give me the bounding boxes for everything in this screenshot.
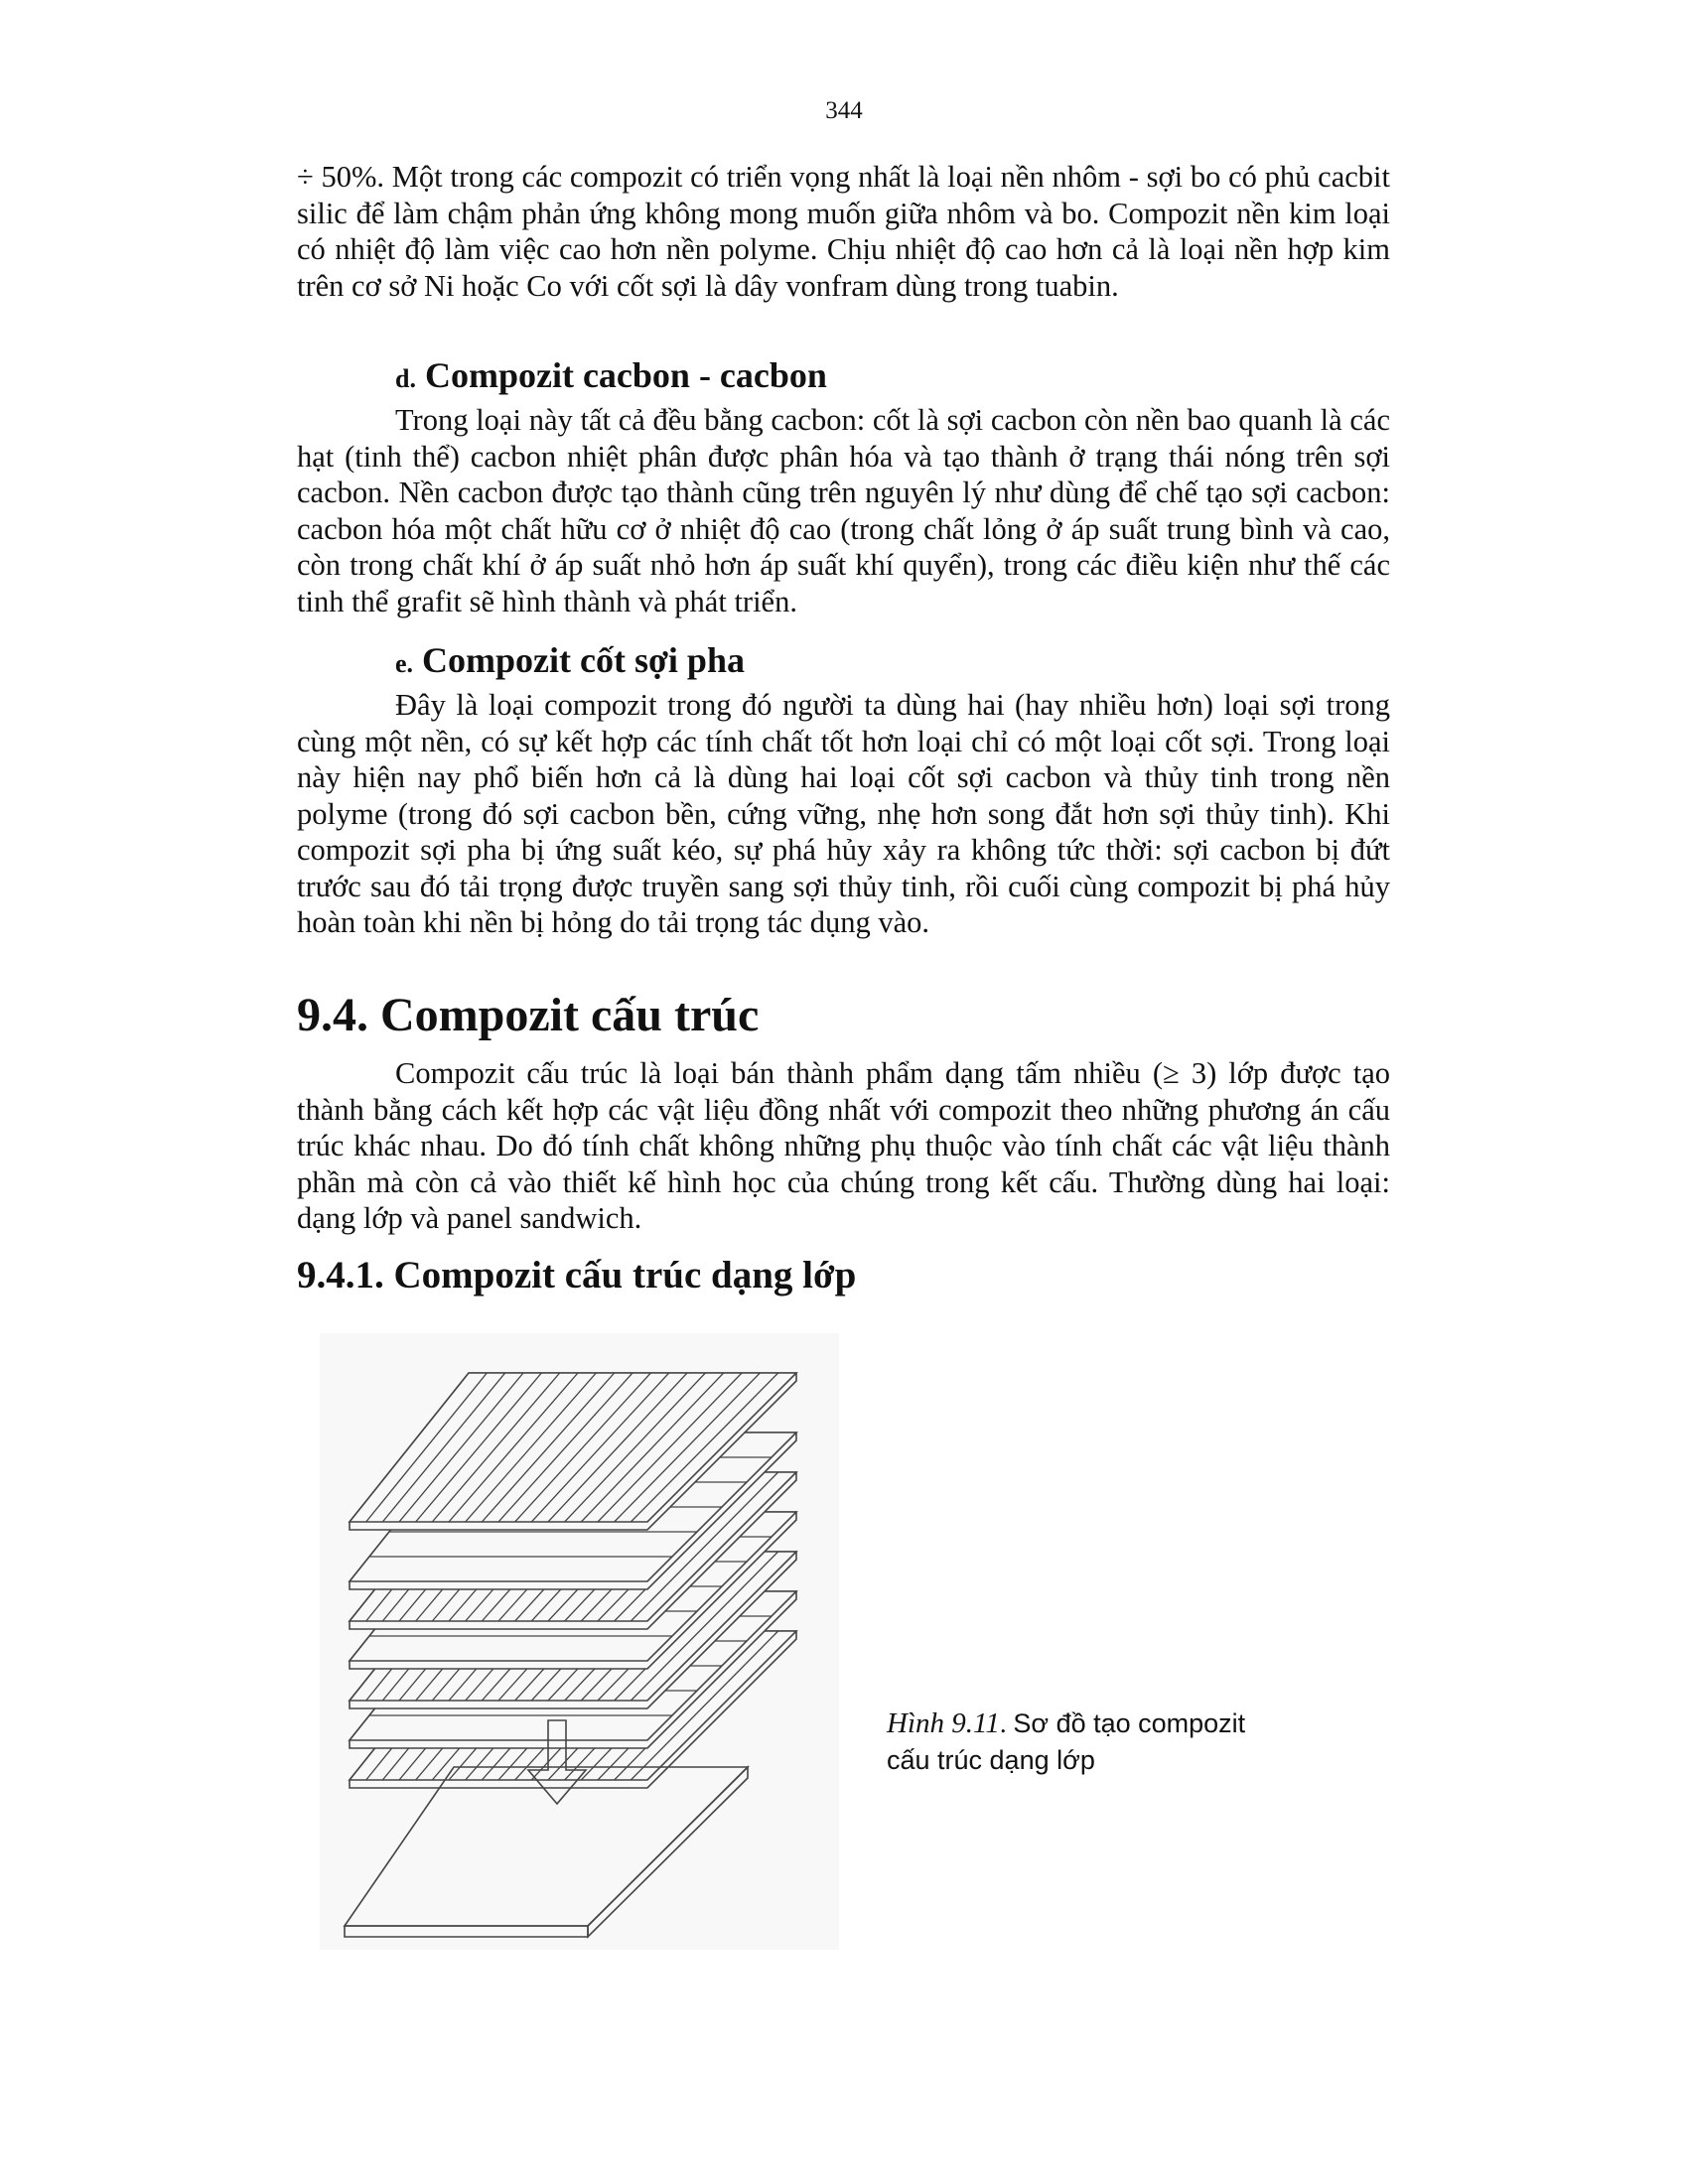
section-9-4-1-heading	[297, 1253, 856, 1297]
section-e-paragraph: Đây là loại compozit trong đó người ta dùng hai (hay nhiều hơn) loại sợi trong cùng một nền, có sự kết hợp các tính chất tốt hơn loại chỉ có một loại cốt sợi. Trong loại này hiện nay phổ biến hơn cả là dùng hai loại cốt sợi cacbon và thủy tinh trong nền polyme (trong đó sợi cacbon bền, cứng vững, nhẹ hơn song đắt hơn sợi thủy tinh). Khi compozit sợi pha bị ứng suất kéo, sự phá hủy xảy ra không tức thời: sợi cacbon bị đứt trước sau đó tải trọng được truyền sang sợi thủy tinh, rồi cuối cùng compozit bị phá hủy hoàn toàn khi nền bị hỏng do tải trọng tác dụng vào.	[297, 688, 1390, 939]
page-number: 344	[825, 97, 863, 124]
figure-layered-composite	[320, 1333, 839, 1950]
section-9-4-body-block	[297, 1055, 1390, 1237]
section-9-4-1-title: Compozit cấu trúc dạng lớp	[393, 1254, 857, 1297]
section-e-title: Compozit cốt sợi pha	[422, 640, 745, 680]
figure-caption-line1: Sơ đồ tạo compozit	[1013, 1708, 1246, 1738]
section-d-body-block	[297, 402, 1390, 619]
figure-label: Hình 9.11	[887, 1707, 1000, 1739]
intro-paragraph: ÷ 50%. Một trong các compozit có triển vọng nhất là loại nền nhôm - sợi bo có phủ cacbit silic để làm chậm phản ứng không mong muốn giữa nhôm và bo. Compozit nền kim loại có nhiệt độ làm việc cao hơn nền polyme. Chịu nhiệt độ cao hơn cả là loại nền hợp kim trên cơ sở Ni hoặc Co với cốt sợi là dây vonfram dùng trong tuabin.	[297, 160, 1390, 303]
section-d-paragraph: Trong loại này tất cả đều bằng cacbon: cốt là sợi cacbon còn nền bao quanh là các hạt (tinh thể) cacbon nhiệt phân được phân hóa và tạo thành ở trạng thái nóng trên sợi cacbon. Nền cacbon được tạo thành cũng trên nguyên lý như dùng để chế tạo sợi cacbon: cacbon hóa một chất hữu cơ ở nhiệt độ cao (trong chất lỏng ở áp suất trung bình và cao, còn trong chất khí ở áp suất nhỏ hơn áp suất khí quyển), trong các điều kiện như thế các tinh thể grafit sẽ hình thành và phát triển.	[297, 403, 1390, 618]
figure-caption-line2: cấu trúc dạng lớp	[887, 1745, 1095, 1775]
figure-caption: Hình 9.11. Sơ đồ tạo compozit cấu trúc dạng lớp	[887, 1707, 1246, 1775]
section-9-4-1-number: 9.4.1.	[297, 1254, 384, 1297]
section-9-4-number: 9.4.	[297, 989, 368, 1041]
section-9-4-paragraph: Compozit cấu trúc là loại bán thành phẩm dạng tấm nhiều (≥ 3) lớp được tạo thành bằng cách kết hợp các vật liệu đồng nhất với compozit theo những phương án cấu trúc khác nhau. Do đó tính chất không những phụ thuộc vào tính chất các vật liệu thành phần mà còn cả vào thiết kế hình học của chúng trong kết cấu. Thường dùng hai loại: dạng lớp và panel sandwich.	[297, 1056, 1390, 1235]
layered-composite-diagram	[320, 1333, 839, 1950]
intro-paragraph-block	[297, 159, 1390, 304]
section-e-letter: e.	[395, 649, 414, 678]
section-d-heading	[395, 354, 827, 396]
section-9-4-heading	[297, 988, 759, 1042]
section-e-body-block	[297, 687, 1390, 941]
section-d-title: Compozit cacbon - cacbon	[424, 355, 827, 395]
layer-stack	[350, 1373, 796, 1788]
section-d-letter: d.	[395, 364, 416, 393]
section-9-4-title: Compozit cấu trúc	[380, 989, 760, 1041]
final-composite-plate	[345, 1767, 748, 1937]
section-e-heading	[395, 639, 745, 681]
